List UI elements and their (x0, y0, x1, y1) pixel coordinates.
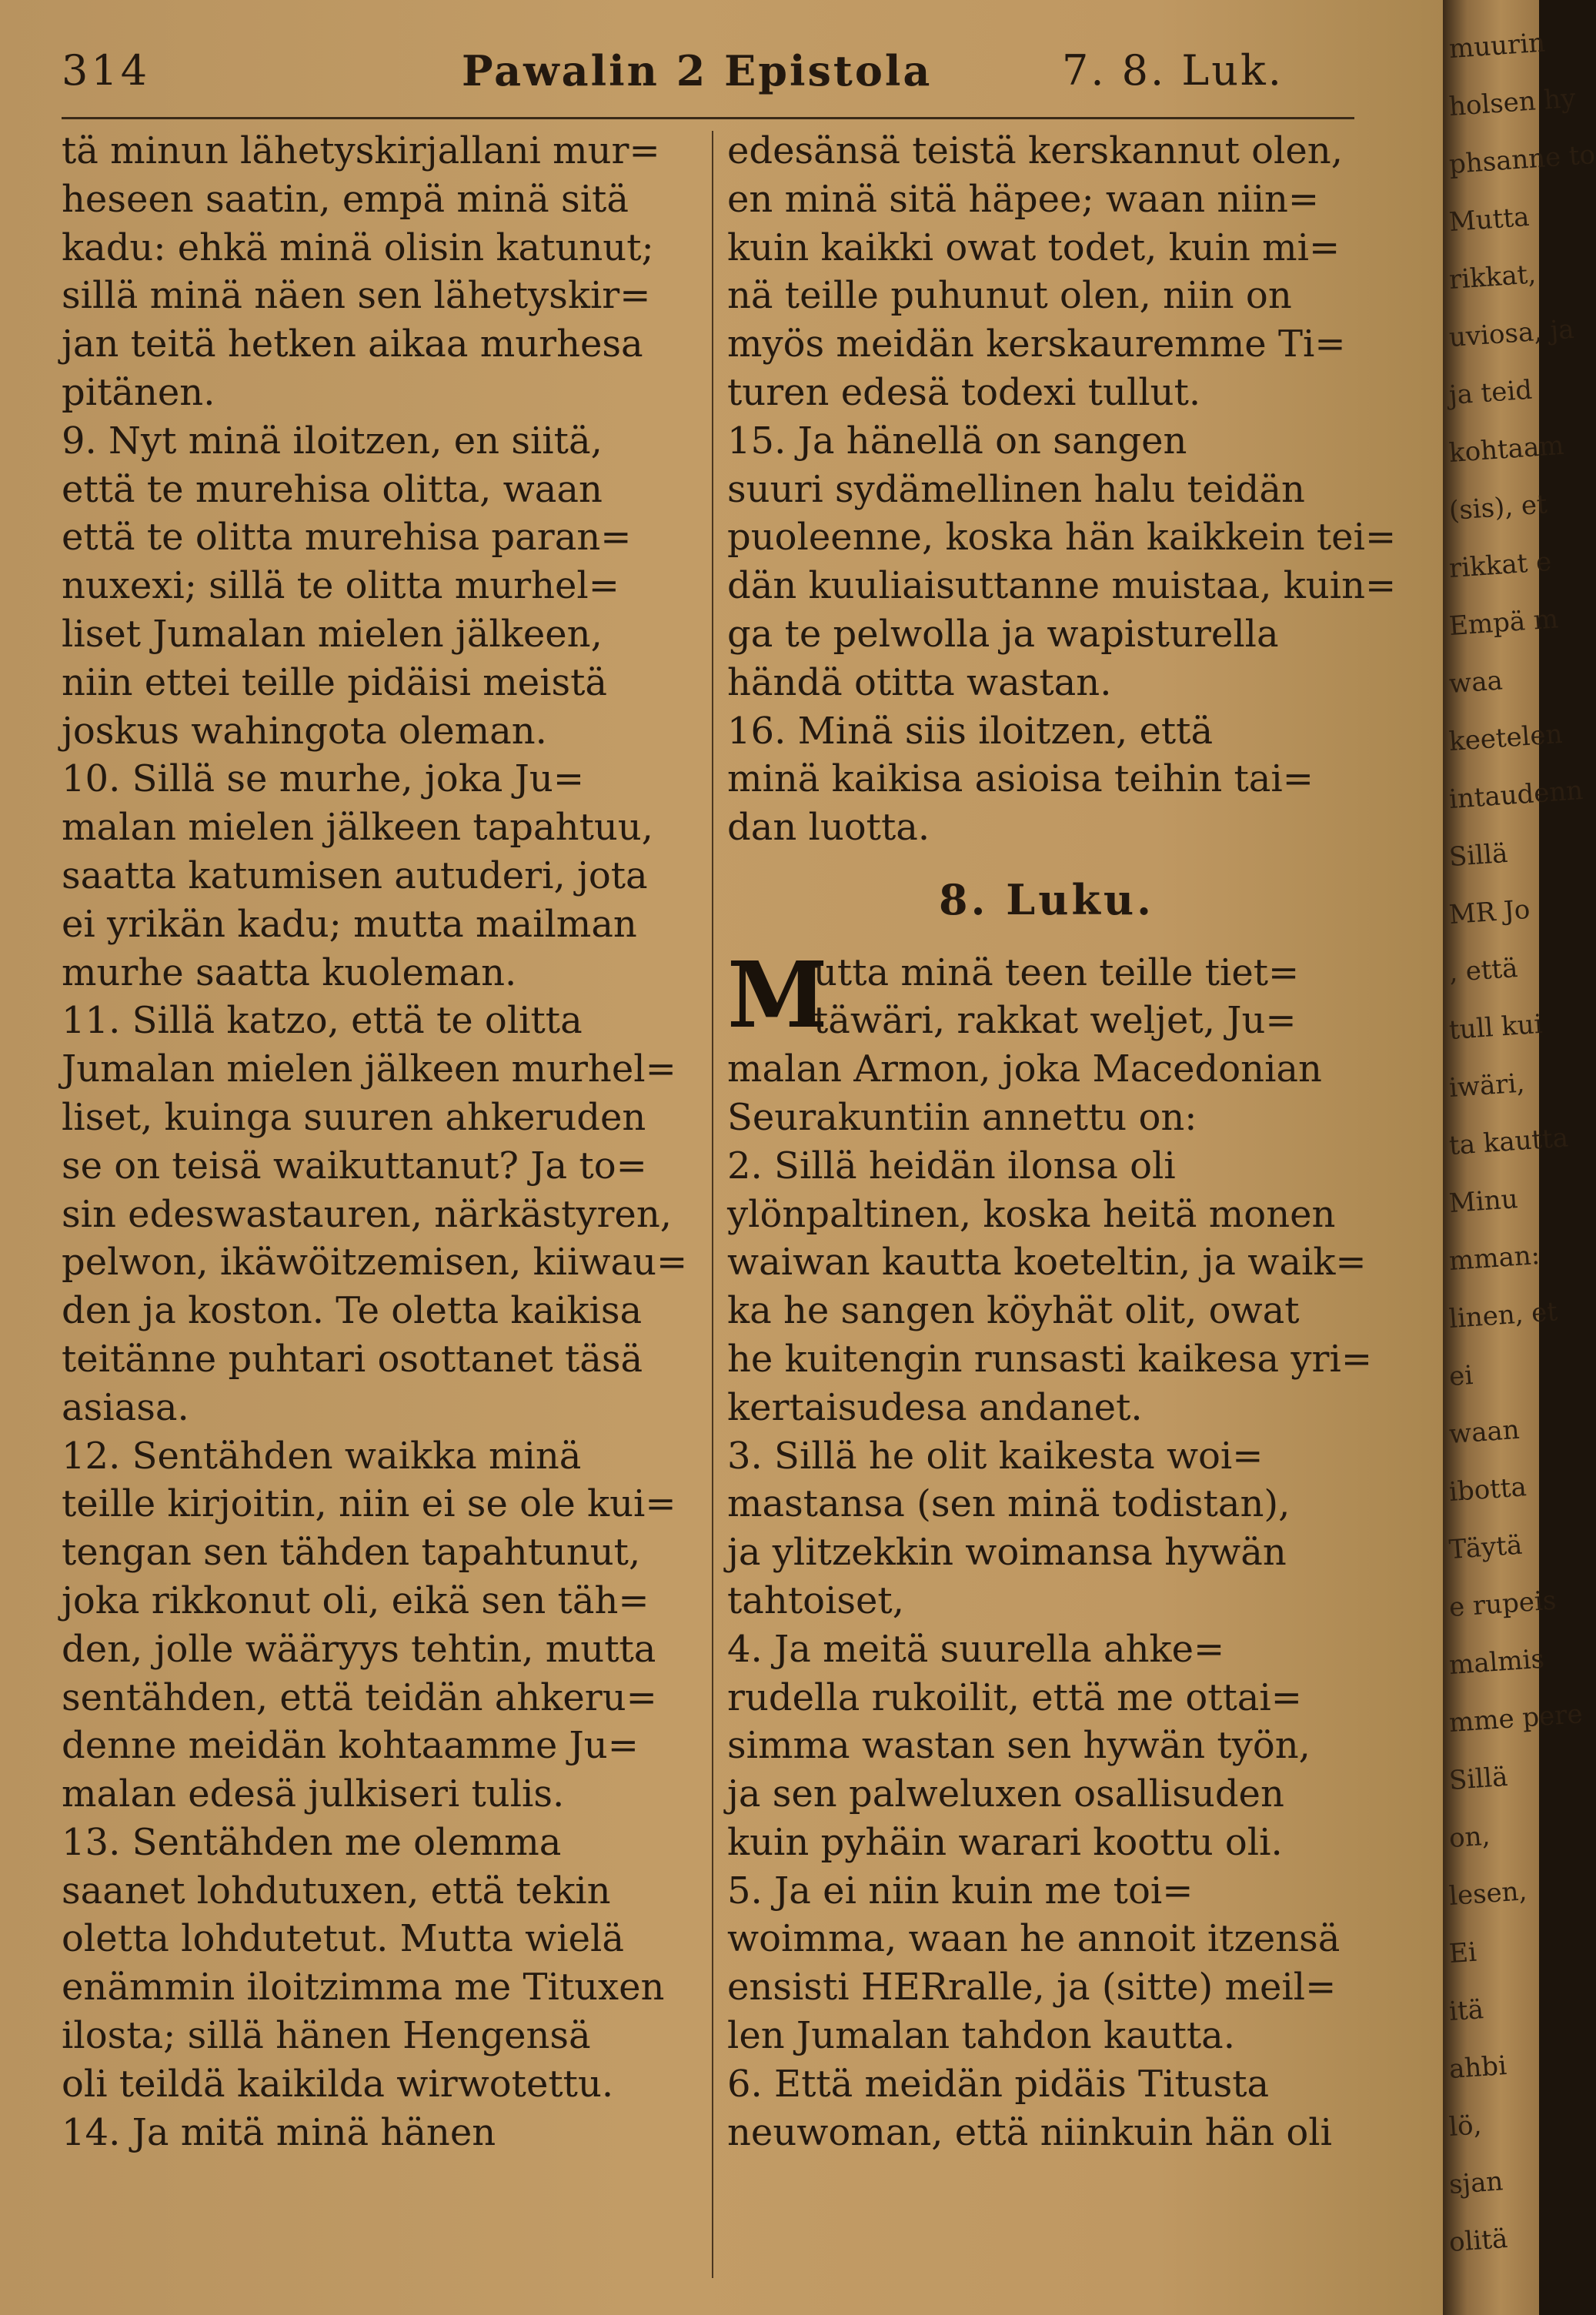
adjacent-page-fragment: waan (1447, 1414, 1521, 1451)
adjacent-page-fragment: holsen hy (1447, 82, 1577, 123)
text-line: woimma, waan he annoit itzensä (727, 1917, 1341, 1961)
text-line: sillä minä näen sen lähetyskir= (62, 274, 651, 318)
adjacent-page-fragment: itä (1447, 1994, 1485, 2028)
text-line: turen edesä todexi tullut. (727, 370, 1201, 414)
text-line: ja ylitzekkin woimansa hywän (727, 1531, 1287, 1575)
text-line: tahtoiset, (727, 1578, 904, 1622)
adjacent-page-fragment: uviosa, ja (1447, 313, 1575, 354)
text-line: 2. Sillä heidän ilonsa oli (727, 1144, 1176, 1188)
adjacent-page-edge (1443, 0, 1596, 2315)
text-line: enämmin iloitzimma me Tituxen (62, 1966, 665, 2009)
text-line: 3. Sillä he olit kaikesta woi= (727, 1434, 1264, 1478)
running-title: Pawalin 2 Epistola (462, 46, 933, 95)
text-line: neuwoman, että niinkuin hän oli (727, 2110, 1332, 2154)
adjacent-page-fragment: iwäri, (1447, 1067, 1526, 1104)
text-line: malan mielen jälkeen tapahtuu, (62, 806, 653, 850)
text-line: denne meidän kohtaamme Ju= (62, 1724, 639, 1768)
text-line: he kuitengin runsasti kaikesa yri= (727, 1337, 1373, 1381)
adjacent-page-fragment: intaudenn (1447, 775, 1584, 816)
adjacent-page-fragment: MR Jo (1447, 894, 1531, 931)
text-line: joskus wahingota oleman. (62, 709, 547, 753)
text-line: den ja koston. Te oletta kaikisa (62, 1289, 643, 1333)
text-line: 6. Että meidän pidäis Titusta (727, 2062, 1270, 2106)
text-line: teille kirjoitin, niin ei se ole kui= (62, 1482, 676, 1526)
text-line: oli teildä kaikilda wirwotettu. (62, 2062, 614, 2106)
text-line: asiasa. (62, 1385, 189, 1429)
adjacent-page-fragment: olitä (1447, 2223, 1509, 2259)
text-line: täwäri, rakkat weljet, Ju= (813, 999, 1297, 1043)
text-line: puoleenne, koska hän kaikkein tei= (727, 516, 1397, 560)
text-line: utta minä teen teille tiet= (813, 950, 1300, 994)
running-header (62, 46, 1354, 108)
text-line: sentähden, että teidän ahkeru= (62, 1675, 657, 1719)
adjacent-page-fragment: kohtaam (1447, 429, 1565, 469)
text-line: ensisti HERralle, ja (sitte) meil= (727, 1966, 1337, 2009)
text-line: sin edeswastauren, närkästyren, (62, 1192, 673, 1236)
adjacent-page-fragment: muurin (1447, 27, 1547, 65)
text-line: en minä sitä häpee; waan niin= (727, 177, 1320, 221)
text-line: 4. Ja meitä suurella ahke= (727, 1627, 1225, 1671)
text-line: 15. Ja hänellä on sangen (727, 419, 1187, 463)
text-line: waiwan kautta koeteltin, ja waik= (727, 1241, 1367, 1284)
adjacent-page-fragment: phsanne to (1447, 139, 1596, 181)
adjacent-page-fragment: on, (1447, 1820, 1491, 1855)
text-line: saatta katumisen autuderi, jota (62, 854, 648, 897)
adjacent-page-fragment: lö, (1447, 2110, 1483, 2143)
text-line: Jumalan mielen jälkeen murhel= (62, 1047, 676, 1091)
text-line: 14. Ja mitä minä hänen (62, 2110, 496, 2154)
left-column (62, 127, 700, 2156)
drop-cap: M (727, 940, 828, 1048)
text-line: kuin kaikki owat todet, kuin mi= (727, 225, 1341, 269)
text-line: että te murehisa olitta, waan (62, 467, 603, 511)
adjacent-page-fragment: rikkat e (1447, 546, 1553, 585)
text-line: ja sen palweluxen osallisuden (727, 1772, 1284, 1816)
text-line: händä otitta wastan. (727, 660, 1112, 704)
text-line: myös meidän kerskauremme Ti= (727, 322, 1346, 366)
adjacent-page-fragment: Empä m (1447, 603, 1560, 643)
adjacent-page-fragment: lesen, (1447, 1876, 1528, 1912)
adjacent-page-fragment: sjan (1447, 2166, 1504, 2201)
text-line: ei yrikän kadu; mutta mailman (62, 902, 637, 946)
text-line: malan edesä julkiseri tulis. (62, 1772, 565, 1816)
text-line: heseen saatin, empä minä sitä (62, 177, 629, 221)
adjacent-page-fragment: linen, et (1447, 1296, 1559, 1335)
text-line: ylönpaltinen, koska heitä monen (727, 1192, 1336, 1236)
text-line: tengan sen tähden tapahtunut, (62, 1531, 641, 1575)
adjacent-page-fragment: (sis), et (1447, 489, 1548, 527)
adjacent-page-fragment: malmis (1447, 1643, 1546, 1682)
adjacent-page-fragment: Mutta (1447, 201, 1531, 239)
text-line: malan Armon, joka Macedonian (727, 1047, 1322, 1091)
text-line: joka rikkonut oli, eikä sen täh= (62, 1578, 649, 1622)
adjacent-page-fragment: waa (1447, 665, 1504, 700)
text-line: dan luotta. (727, 806, 930, 850)
text-line: 11. Sillä katzo, että te olitta (62, 999, 583, 1043)
text-line: nä teille puhunut olen, niin on (727, 274, 1292, 318)
text-line: ga te pelwolla ja wapisturella (727, 612, 1279, 656)
text-line: minä kaikisa asioisa teihin tai= (727, 757, 1314, 801)
text-line: suuri sydämellinen halu teidän (727, 467, 1305, 511)
text-line: tä minun lähetyskirjallani mur= (62, 129, 660, 172)
text-line: simma wastan sen hywän työn, (727, 1724, 1311, 1768)
chapter-reference: 7. 8. Luk. (1062, 46, 1284, 95)
text-line: 10. Sillä se murhe, joka Ju= (62, 757, 585, 801)
adjacent-page-fragment: tull kui (1447, 1008, 1544, 1047)
text-line: edesänsä teistä kerskannut olen, (727, 129, 1343, 172)
right-column-bottom-text (727, 1045, 1373, 2156)
text-line: se on teisä waikuttanut? Ja to= (62, 1144, 647, 1188)
text-line: liset Jumalan mielen jälkeen, (62, 612, 603, 656)
text-line: teitänne puhtari osottanet täsä (62, 1337, 643, 1381)
adjacent-page-fragment: ta kautta (1447, 1122, 1570, 1162)
text-line: dän kuuliaisuttanne muistaa, kuin= (727, 564, 1397, 608)
adjacent-page-fragment: rikkat, (1447, 259, 1538, 296)
text-line: den, jolle wääryys tehtin, mutta (62, 1627, 656, 1671)
adjacent-page-fragment: , että (1447, 953, 1519, 989)
text-line: Seurakuntiin annettu on: (727, 1095, 1197, 1139)
adjacent-page-fragment: Sillä (1447, 1761, 1509, 1797)
text-line: 16. Minä siis iloitzen, että (727, 709, 1214, 753)
text-line: nuxexi; sillä te olitta murhel= (62, 564, 619, 608)
text-line: kadu: ehkä minä olisin katunut; (62, 225, 654, 269)
right-column-top-text (727, 127, 1397, 852)
header-rule (62, 117, 1354, 119)
adjacent-page-fragment: ibotta (1447, 1472, 1528, 1508)
text-line: len Jumalan tahdon kautta. (727, 2014, 1236, 2058)
text-line: jan teitä hetken aikaa murhesa (62, 322, 643, 366)
text-line: että te olitta murehisa paran= (62, 516, 632, 560)
adjacent-page-fragment: Täytä (1447, 1529, 1524, 1566)
text-line: 13. Sentähden me olemma (62, 1820, 562, 1864)
column-divider (712, 131, 713, 2278)
adjacent-page-fragment: Sillä (1447, 837, 1509, 874)
text-line: oletta lohdutetut. Mutta wielä (62, 1917, 624, 1961)
text-line: ilosta; sillä hänen Hengensä (62, 2014, 591, 2058)
adjacent-page-fragment: ja teid (1447, 374, 1534, 412)
adjacent-page-fragment: mman: (1447, 1239, 1541, 1278)
text-line: pelwon, ikäwöitzemisen, kiiwau= (62, 1241, 688, 1284)
page-number: 314 (62, 46, 151, 95)
adjacent-page-fragment: e rupeis (1447, 1585, 1558, 1624)
text-line: rudella rukoilit, että me ottai= (727, 1675, 1302, 1719)
text-line: saanet lohdutuxen, että tekin (62, 1869, 611, 1912)
text-line: 12. Sentähden waikka minä (62, 1434, 582, 1478)
adjacent-page-fragment: mme pere (1447, 1699, 1584, 1739)
adjacent-page-fragment: Ei (1447, 1936, 1478, 1970)
right-column (727, 127, 1397, 2156)
text-line: kuin pyhäin warari koottu oli. (727, 1820, 1283, 1864)
text-line: pitänen. (62, 370, 215, 414)
text-line: liset, kuinga suuren ahkeruden (62, 1095, 646, 1139)
text-line: ka he sangen köyhät olit, owat (727, 1289, 1300, 1333)
adjacent-page-fragment: Minu (1447, 1183, 1519, 1220)
text-line: murhe saatta kuoleman. (62, 950, 517, 994)
chapter-opening (727, 940, 1366, 1048)
adjacent-page-fragment: keetelen (1447, 718, 1564, 758)
text-line: kertaisudesa andanet. (727, 1385, 1143, 1429)
text-line: niin ettei teille pidäisi meistä (62, 660, 608, 704)
adjacent-page-fragment: ahbi (1447, 2050, 1508, 2086)
adjacent-page-fragment: ei (1447, 1360, 1474, 1393)
text-line: mastansa (sen minä todistan), (727, 1482, 1290, 1526)
chapter-title: 8. Luku. (939, 874, 1154, 924)
text-line: 9. Nyt minä iloitzen, en siitä, (62, 419, 603, 463)
text-line: 5. Ja ei niin kuin me toi= (727, 1869, 1194, 1912)
